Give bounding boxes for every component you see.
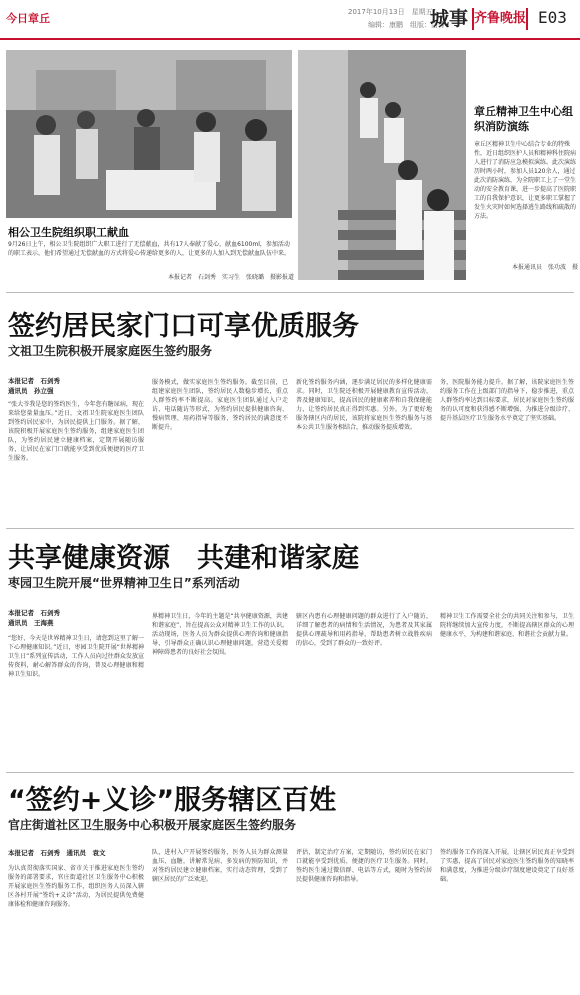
divider	[6, 772, 574, 773]
blood-donation-byline: 本报记者 石剑秀 实习生 张晓璐 摄影报道	[167, 274, 294, 281]
date-line: 2017年10月13日 星期五	[348, 8, 433, 16]
fire-drill-byline: 本报通讯员 张功波 摄	[511, 264, 578, 271]
mental-health-subhead: 枣园卫生院开展“世界精神卫生日”系列活动	[8, 576, 240, 590]
blood-donation-title: 相公卫生院组织职工献血	[8, 226, 129, 239]
mental-health-column-1: “您好，今天是世界精神卫生日，请您到这里了解一下心理健康知识。”近日，枣园卫生院开展“世界精神卫生日”系列宣传活动，工作人员向过往群众发放宣传资料，耐心解答群众的咨询，普及心理健康和精神卫生知识。	[8, 635, 144, 678]
signing-column-3: 新化签约服务内涵，逐步满足居民的多样化健康需求。同时，卫生院还积极开展健康教育宣传活动，普及健康知识，提高居民的健康素养和自我保健能力，让签约居民真正得到实惠。另外，为了更好地服务辖区内的居民，该院将家庭医生签约服务与基本公共卫生服务相结合，推动服务提质增效。	[296, 379, 432, 431]
section-kicker: 今日章丘	[6, 12, 50, 25]
fire-drill-body: 章丘区精神卫生中心结合专业的特殊性，近日组织医护人员和精神科住院病人进行了消防应急模拟演练。此次演练历时两小时，参加人员120余人，通过此次消防演练，为全院职工上了一堂生动的安全教育课，进一步提高了医院职工的自我保护意识，让更多职工掌握了发生火灾时如何选择逃生路线和疏散的方法。	[474, 141, 577, 220]
clinic-byline	[8, 848, 148, 858]
fire-drill-title: 章丘精神卫生中心组织消防演练	[474, 105, 573, 133]
signing-headline: 签约居民家门口可享优质服务	[8, 311, 359, 342]
page-number: E03	[538, 8, 567, 27]
divider	[6, 292, 574, 293]
clinic-column-4: 签约服务工作的深入开展，让辖区居民真正享受到了实惠，提高了居民对家庭医生签约服务的知晓率和满意度，为推进分级诊疗制度建设奠定了良好基础。	[440, 849, 574, 883]
newspaper-logo: 齐鲁晚报	[472, 8, 528, 30]
byline-line: 通讯员 孙立强	[8, 387, 54, 395]
signing-column-1: “张大爷我是您的签约医生，今年您有糖尿病，现在来给您量量血压。”近日，文祖卫生院家庭医生团队到签约居民家中，为居民提供上门服务。据了解，该院积极开展家庭医生签约服务，组建家庭医生团队，为签约居民建立健康档案，定期开展随访服务，让居民在家门口就能享受到优质便捷的医疗卫生服务。	[8, 401, 144, 462]
signing-column-2: 服务模式，做实家庭医生签约服务。截至目前，已组建家庭医生团队，签约居民人数稳步增长，重点人群签约率不断提高。家庭医生团队通过入户走访、电话随访等形式，为签约居民提供健康咨询、慢病管理、用药指导等服务，签约居民的满意度不断提升。	[152, 379, 288, 431]
signing-subhead: 文祖卫生院积极开展家庭医生签约服务	[8, 344, 213, 358]
mental-health-column-3: 辖区内患有心理健康问题的群众进行了入户随访，详细了解患者的病情和生活情况，为患者及其家属提供心理疏导和用药指导，帮助患者树立战胜疾病的信心，受到了群众的一致好评。	[296, 613, 432, 647]
clinic-column-2: 队，进村入户开展签约服务，医务人员为群众测量血压、血糖，讲解常见病、多发病的预防知识，并对签约居民建立健康档案，实行动态管理，受到了辖区居民的广泛欢迎。	[152, 849, 288, 883]
byline-line: 通讯员 王海燕	[8, 619, 54, 627]
clinic-column-1: 为认真贯彻落实国家、省市关于推进家庭医生签约服务的部署要求，官庄街道社区卫生服务中心积极开展家庭医生签约服务工作，组织医务人员深入辖区各村开展“签约+义诊”活动，为居民提供免费健康体检和健康咨询服务。	[8, 865, 144, 908]
mental-health-column-2: 界精神卫生日，今年的主题是“共享健康资源，共建和谐家庭”，旨在提高公众对精神卫生工作的认识。活动现场，医务人员为群众提供心理咨询和健康指导，引导群众正确认识心理健康问题，营造关爱精神障碍患者的良好社会氛围。	[152, 613, 288, 656]
clinic-headline: “签约+义诊”服务辖区百姓	[8, 785, 337, 816]
blood-donation-photo	[6, 50, 292, 218]
fire-drill-photo	[298, 50, 466, 280]
page-header	[0, 0, 580, 40]
clinic-subhead: 官庄街道社区卫生服务中心积极开展家庭医生签约服务	[8, 818, 297, 832]
section-title: 城事	[430, 8, 469, 30]
blood-donation-body: 9月26日上午，相公卫生院组织广大职工进行了无偿献血，共有17人奉献了爱心，献血6100ml，参加活动的职工表示，他们希望通过无偿献血的方式将爱心传递给更多的人，让更多的人加入到无偿献血队伍中来。	[8, 241, 291, 257]
byline-line: 本报记者 石剑秀 通讯员 袁文	[8, 849, 106, 857]
signing-column-4: 务，医院服务能力提升。据了解，该院家庭医生签约服务工作在上级部门的指导下，稳步推进，重点人群签约率达到目标要求，居民对家庭医生签约服务的认可度和获得感不断增强，为推进分级诊疗、提升基层医疗卫生服务水平奠定了坚实基础。	[440, 379, 574, 422]
byline-line: 本报记者 石剑秀	[8, 609, 60, 617]
mental-health-column-4: 精神卫生工作需要全社会的共同关注和参与，卫生院将继续加大宣传力度，不断提高辖区群众的心理健康水平，为构建和谐家庭、和谐社会贡献力量。	[440, 613, 574, 638]
divider	[6, 528, 574, 529]
editor-line: 编辑：康鹏 组版：洛菁	[368, 21, 445, 29]
signing-byline	[8, 376, 60, 396]
mental-health-headline: 共享健康资源 共建和谐家庭	[8, 543, 359, 574]
clinic-column-3: 评估，制定治疗方案，定期随访，签约居民在家门口就能享受到优质、便捷的医疗卫生服务。同时，签约医生通过微信群、电话等方式，随时为签约居民提供健康咨询和指导。	[296, 849, 432, 883]
mental-health-byline	[8, 608, 60, 628]
byline-line: 本报记者 石剑秀	[8, 377, 60, 385]
